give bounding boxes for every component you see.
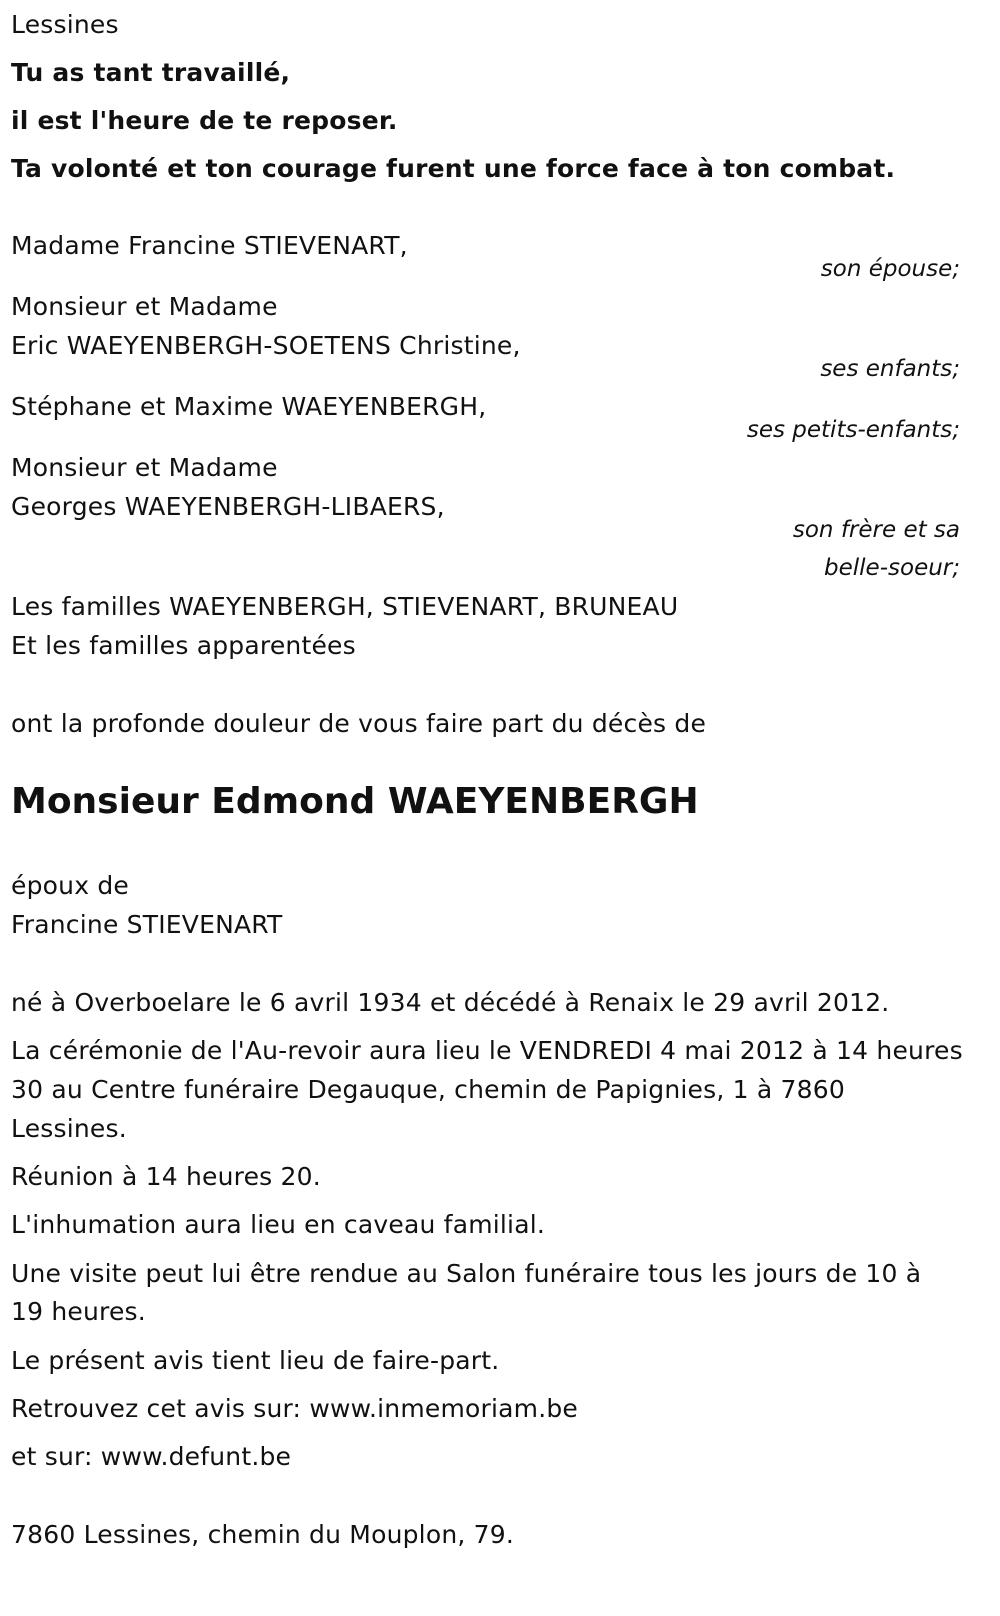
family-member-brother-line-2: Georges WAEYENBERGH-LIBAERS, xyxy=(11,492,445,521)
family-member-children-line-1: Monsieur et Madame xyxy=(11,292,278,321)
announcement-text: ont la profonde douleur de vous faire part du décès de xyxy=(11,709,707,738)
birth-death-text: né à Overboelare le 6 avril 1934 et décédé à Renaix le 29 avril 2012. xyxy=(11,988,890,1017)
verse-line-1: Tu as tant travaillé, xyxy=(11,58,291,87)
family-member-children-line-2: Eric WAEYENBERGH-SOETENS Christine, xyxy=(11,331,521,360)
verse-line-3: Ta volonté et ton courage furent une force face à ton combat. xyxy=(11,154,896,183)
families-line-1: Les familles WAEYENBERGH, STIEVENART, BRUNEAU xyxy=(11,592,679,621)
relation-brother-line-1: son frère et sa xyxy=(792,517,960,543)
family-member-spouse: Madame Francine STIEVENART, xyxy=(11,231,408,260)
place-heading: Lessines xyxy=(11,10,119,39)
notice-text: Le présent avis tient lieu de faire-part. xyxy=(11,1346,500,1375)
visit-line-2: 19 heures. xyxy=(11,1297,146,1326)
spouse-label: époux de xyxy=(11,871,129,900)
ceremony-line-3: Lessines. xyxy=(11,1114,127,1143)
deceased-name: Monsieur Edmond WAEYENBERGH xyxy=(11,781,699,822)
spouse-name: Francine STIEVENART xyxy=(11,910,283,939)
web-link-defunt: et sur: www.defunt.be xyxy=(11,1442,292,1471)
relation-children: ses enfants; xyxy=(820,356,960,382)
address-text: 7860 Lessines, chemin du Mouplon, 79. xyxy=(11,1520,515,1549)
family-member-brother-line-1: Monsieur et Madame xyxy=(11,453,278,482)
relation-spouse: son épouse; xyxy=(820,256,960,282)
families-line-2: Et les familles apparentées xyxy=(11,631,356,660)
web-link-inmemoriam: Retrouvez cet avis sur: www.inmemoriam.be xyxy=(11,1394,578,1423)
ceremony-line-1: La cérémonie de l'Au-revoir aura lieu le VENDREDI 4 mai 2012 à 14 heures xyxy=(11,1036,963,1065)
relation-grandchildren: ses petits-enfants; xyxy=(746,417,960,443)
ceremony-line-2: 30 au Centre funéraire Degauque, chemin de Papignies, 1 à 7860 xyxy=(11,1075,845,1104)
visit-line-1: Une visite peut lui être rendue au Salon funéraire tous les jours de 10 à xyxy=(11,1259,922,1288)
meeting-text: Réunion à 14 heures 20. xyxy=(11,1162,321,1191)
verse-line-2: il est l'heure de te reposer. xyxy=(11,106,398,135)
relation-brother-line-2: belle-soeur; xyxy=(824,555,960,581)
family-member-grandchildren: Stéphane et Maxime WAEYENBERGH, xyxy=(11,392,487,421)
burial-text: L'inhumation aura lieu en caveau familial. xyxy=(11,1210,546,1239)
